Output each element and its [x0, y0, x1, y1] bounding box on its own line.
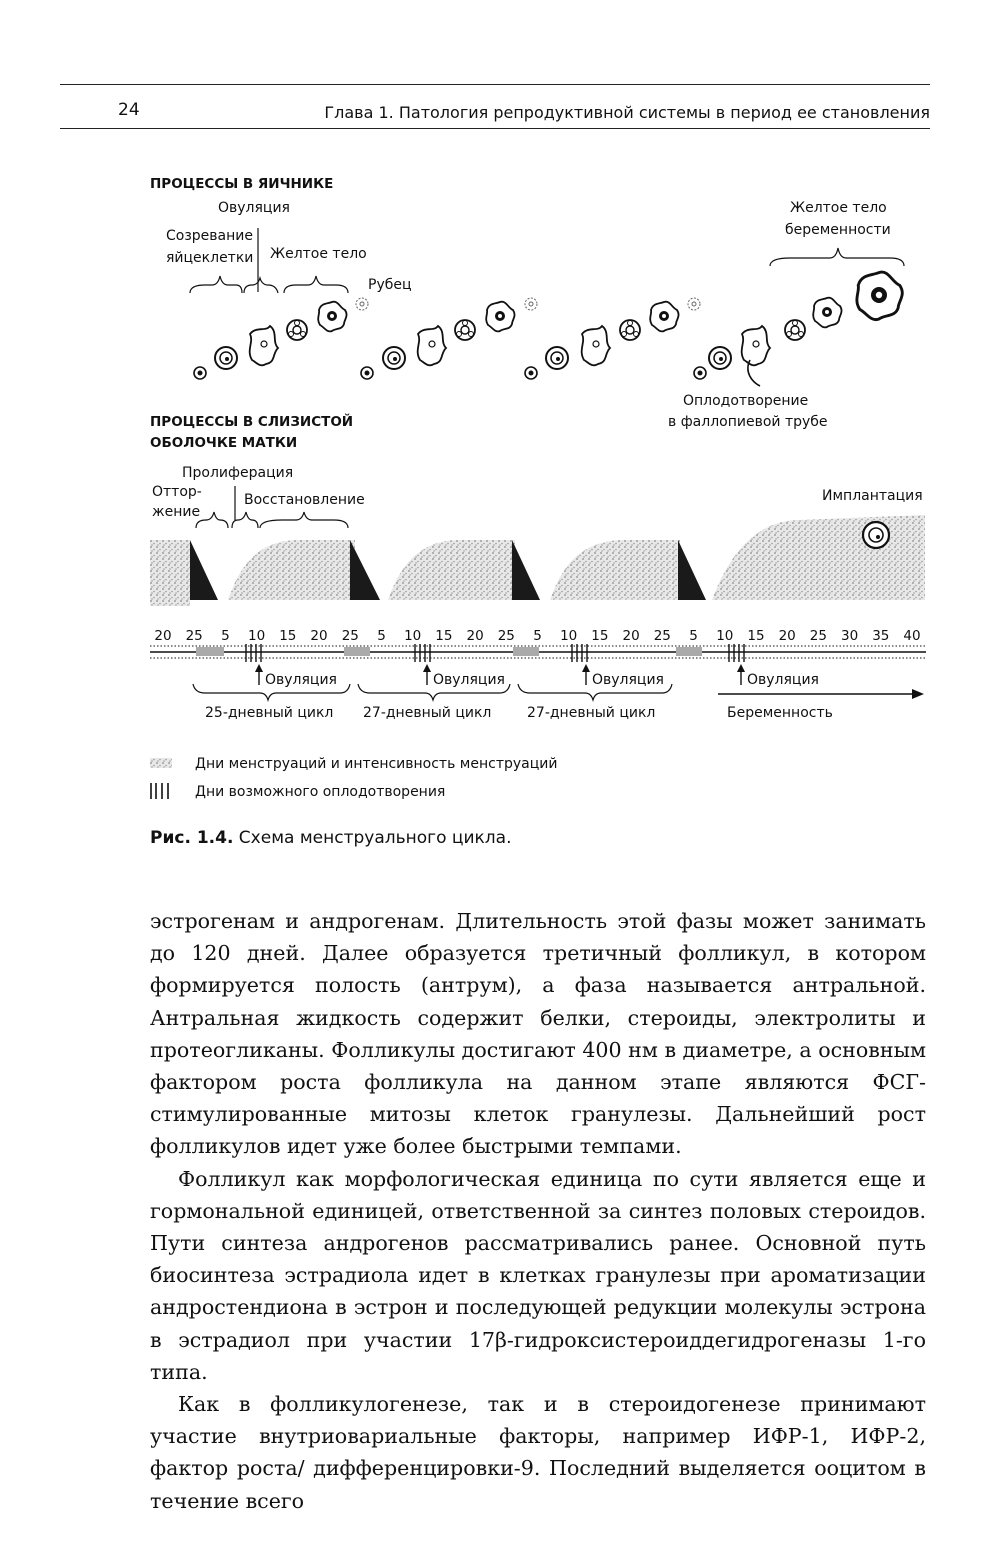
- timeline-tick-label: 20: [466, 628, 484, 644]
- timeline-tick-label: 20: [154, 628, 172, 644]
- pregnancy-label: Беременность: [727, 705, 833, 721]
- timeline-tick-label: 30: [841, 628, 859, 644]
- body-paragraph-2: Фолликул как морфологическая единица по сути является еще и гормональной единицей, ответственной за синтез половых стероидов. Пути синтеза андрогенов рассматривались ранее. Основной путь биосинтеза эстрадиола идет в клетках гранулезы при ароматизации андростендиона в эстрон и последующей редукции молекулы эстрона в эстрадиол при участии 17β-гидроксистероиддегидрогеназы 1-го типа.: [150, 1166, 926, 1384]
- corpus-luteum-brace: [284, 276, 348, 293]
- timeline-tick-label: 20: [778, 628, 796, 644]
- timeline-tick-label: 10: [560, 628, 578, 644]
- timeline-tick-label: 5: [221, 628, 230, 644]
- timeline-tick-label: 25: [341, 628, 359, 644]
- follicle-sequence-3: [525, 298, 700, 379]
- ovulation-label: Овуляция: [218, 200, 290, 216]
- ovulation-arrow-4: [737, 664, 819, 688]
- pregnancy-arrowhead: [912, 689, 924, 699]
- restoration-label: Восстановление: [244, 492, 365, 508]
- legend-menstruation-text: Дни менструаций и интенсивность менструаций: [195, 756, 558, 772]
- endometrium-band: [150, 515, 925, 606]
- pregnancy-corpus-luteum-label-2: беременности: [785, 222, 891, 238]
- page-number: 24: [118, 100, 140, 120]
- maturation-label-1: Созревание: [166, 228, 253, 244]
- timeline-tick-label: 15: [435, 628, 453, 644]
- timeline-tick-label: 10: [716, 628, 734, 644]
- corpus-luteum-label: Желтое тело: [270, 246, 367, 262]
- timeline-tick-label: 40: [903, 628, 921, 644]
- figure-caption-text: Схема менструального цикла.: [233, 828, 512, 848]
- cycle-label-1: 25-дневный цикл: [205, 705, 334, 721]
- ovulation-arrow-3: [582, 664, 664, 688]
- timeline-tick-label: 15: [747, 628, 765, 644]
- cycle-label-2: 27-дневный цикл: [363, 705, 492, 721]
- running-title: Глава 1. Патология репродуктивной системы в период ее становления: [324, 103, 930, 122]
- timeline-tick-labels: [154, 628, 920, 644]
- pregnancy-corpus-luteum-brace: [770, 248, 904, 266]
- timeline-tick-label: 25: [497, 628, 515, 644]
- timeline-tick-label: 5: [377, 628, 386, 644]
- shedding-brace: [196, 512, 228, 528]
- timeline-tick-label: 15: [591, 628, 609, 644]
- ovulation-arrow-label-2: Овуляция: [433, 672, 505, 688]
- shedding-label-2: жение: [152, 504, 201, 520]
- implantation-label: Имплантация: [822, 488, 923, 504]
- shedding-label-1: Оттор-: [152, 484, 202, 500]
- proliferation-brace: [232, 512, 258, 528]
- timeline-tick-label: 10: [248, 628, 266, 644]
- figure-caption: [150, 828, 511, 848]
- timeline-tick-label: 15: [279, 628, 297, 644]
- timeline-tick-label: 20: [310, 628, 328, 644]
- maturation-label-2: яйцеклетки: [166, 250, 254, 266]
- ovulation-arrow-label-3: Овуляция: [592, 672, 664, 688]
- body-text: [150, 905, 926, 1517]
- ovulation-arrow-label-4: Овуляция: [747, 672, 819, 688]
- follicle-sequence-1: [194, 298, 368, 379]
- timeline-tick-label: 25: [809, 628, 827, 644]
- fertilization-label-1: Оплодотворение: [683, 393, 809, 409]
- pregnancy-corpus-luteum-label-1: Желтое тело: [790, 200, 887, 216]
- legend-fertile-swatch: [151, 783, 168, 799]
- timeline-tick-label: 35: [872, 628, 890, 644]
- follicle-sequence-pregnancy: [694, 272, 902, 386]
- fertile-days-markers: [246, 644, 744, 662]
- ovulation-brace: [244, 278, 278, 293]
- body-paragraph-1: эстрогенам и андрогенам. Длительность этой фазы может занимать до 120 дней. Далее образуется третичный фолликул, в котором формируется полость (антрум), а фаза называется антральной. Антральная жидкость содержит белки, стероиды, электролиты и протеогликаны. Фолликулы достигают 400 нм в диаметре, а основным фактором роста фолликула на данном этапе являются ФСГ-стимулированные митозы клеток гранулезы. Дальнейший рост фолликулов идет уже более быстрыми темпами.: [150, 909, 926, 1159]
- body-paragraph-3: Как в фолликулогенезе, так и в стероидогенезе принимают участие внутриовариальные факторы, например ИФР-1, ИФР-2, фактор роста/ дифференцировки-9. Последний выделяется ооцитом в течение всего: [150, 1392, 926, 1513]
- legend-menstruation-swatch: [150, 758, 172, 768]
- proliferation-label: Пролиферация: [182, 465, 294, 481]
- timeline-tick-label: 25: [653, 628, 671, 644]
- figure-caption-label: Рис. 1.4.: [150, 828, 234, 848]
- timeline-tick-label: 5: [533, 628, 542, 644]
- ovulation-arrow-2: [423, 664, 505, 688]
- scar-label: Рубец: [368, 277, 412, 293]
- timeline-tick-label: 5: [689, 628, 698, 644]
- timeline-tick-label: 20: [622, 628, 640, 644]
- fertilization-label-2: в фаллопиевой трубе: [668, 414, 828, 430]
- timeline-tick-label: 10: [404, 628, 422, 644]
- follicle-sequence-2: [361, 298, 537, 379]
- uterus-section-title-1: ПРОЦЕССЫ В СЛИЗИСТОЙ: [150, 414, 354, 430]
- restoration-brace: [260, 512, 348, 528]
- timeline-tick-label: 25: [185, 628, 203, 644]
- ovary-section-title: ПРОЦЕССЫ В ЯИЧНИКЕ: [150, 176, 334, 192]
- cycle-label-3: 27-дневный цикл: [527, 705, 656, 721]
- ovulation-arrow-1: [255, 664, 337, 688]
- maturation-brace: [190, 276, 242, 293]
- ovulation-arrow-label-1: Овуляция: [265, 672, 337, 688]
- uterus-section-title-2: ОБОЛОЧКЕ МАТКИ: [150, 435, 298, 451]
- legend-fertile-text: Дни возможного оплодотворения: [195, 784, 446, 800]
